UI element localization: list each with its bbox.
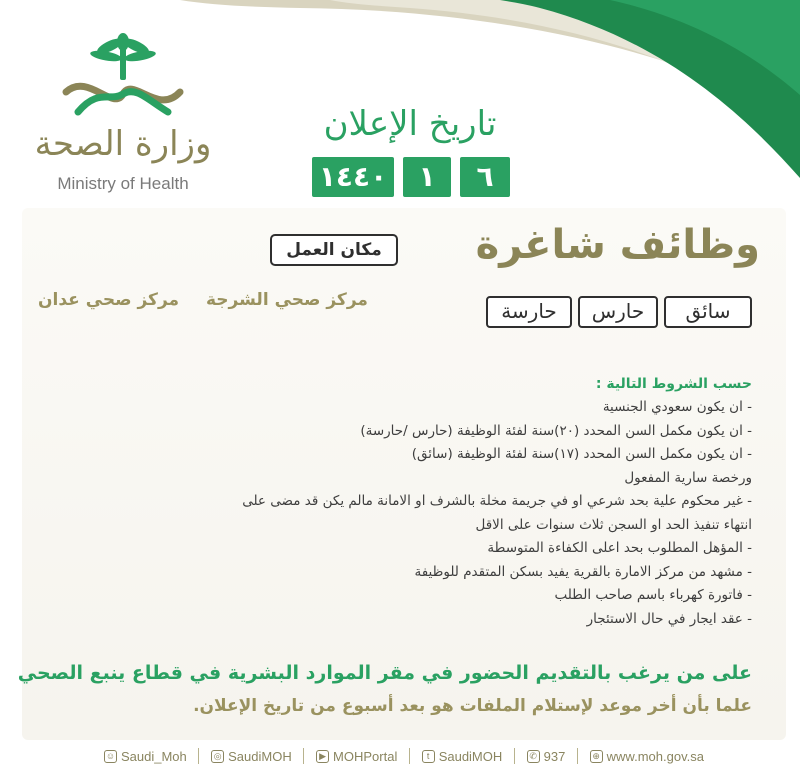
contact-text: 937 <box>543 748 566 764</box>
contact-text: SaudiMOH <box>228 748 292 764</box>
health-center-adan: مركز صحي عدان <box>38 290 180 310</box>
contact-text: www.moh.gov.sa <box>606 748 704 764</box>
contact-text: MOHPortal <box>333 748 398 764</box>
condition-item: - المؤهل المطلوب بحد اعلى الكفاءة المتوسطة <box>487 540 752 556</box>
phone-icon: ✆ <box>527 750 540 763</box>
divider <box>198 748 199 764</box>
contact-phone[interactable] <box>527 749 566 764</box>
divider <box>409 748 410 764</box>
condition-item: انتهاء تنفيذ الحد او السجن ثلاث سنوات على الاقل <box>475 516 752 533</box>
conditions-heading: حسب الشروط التالية : <box>595 376 752 392</box>
contact-twitter[interactable] <box>422 749 503 764</box>
condition-item: - عقد ايجار في حال الاستئجار <box>586 610 752 627</box>
application-notice: على من يرغب بالتقديم الحضور في مقر الموارد البشرية في قطاع ينبع الصحي <box>17 662 752 684</box>
divider <box>514 748 515 764</box>
moh-logo <box>28 32 218 192</box>
palm-emblem-icon <box>58 32 188 124</box>
conditions-list <box>80 396 752 631</box>
date-year: ١٤٤٠ <box>312 157 394 197</box>
condition-item: - ان يكون مكمل السن المحدد (٢٠)سنة لفئة الوظيفة (حارس /حارسة) <box>360 422 752 439</box>
logo-english-name: Ministry of Health <box>57 174 189 193</box>
workplace-label: مكان العمل <box>270 234 398 266</box>
condition-item: - فاتورة كهرباء باسم صاحب الطلب <box>554 587 752 603</box>
snapchat-icon: ☺ <box>105 750 116 761</box>
condition-item: - غير محكوم علية بحد شرعي او في جريمة مخلة بالشرف او الامانة مالم يكن قد مضى على <box>242 493 752 509</box>
contact-website[interactable] <box>590 749 704 764</box>
divider <box>303 748 304 764</box>
contact-text: SaudiMOH <box>438 748 503 764</box>
youtube-icon: ▶ <box>316 750 329 763</box>
health-center-sharja: مركز صحي الشرجة <box>206 290 368 310</box>
condition-item: - مشهد من مركز الامارة بالقرية يفيد بسكن المتقدم للوظيفة <box>414 563 752 580</box>
instagram-icon: ◎ <box>211 750 224 763</box>
deadline-notice: علما بأن أخر موعد لإستلام الملفات هو بعد أسبوع من تاريخ الإعلان. <box>193 696 752 716</box>
job-guard-male: حارس <box>578 296 658 328</box>
job-driver: سائق <box>664 296 752 328</box>
globe-icon: ⊕ <box>590 750 603 763</box>
condition-item: ورخصة سارية المفعول <box>624 469 752 486</box>
twitter-icon: t <box>422 750 435 763</box>
contact-youtube[interactable] <box>316 749 397 764</box>
logo-arabic-name: وزارة الصحة <box>34 124 212 164</box>
vacancies-title: وظائف شاغرة <box>475 222 760 268</box>
announcement-date-title: تاريخ الإعلان <box>323 104 497 144</box>
date-day: ٦ <box>460 157 510 197</box>
contact-bar <box>104 744 704 768</box>
date-month: ١ <box>403 157 451 197</box>
condition-item: - ان يكون مكمل السن المحدد (١٧)سنة لفئة الوظيفة (سائق) <box>411 446 752 462</box>
job-guard-female: حارسة <box>486 296 572 328</box>
contact-snapchat[interactable] <box>104 749 187 764</box>
contact-instagram[interactable] <box>211 749 292 764</box>
contact-text: Saudi_Moh <box>121 748 187 764</box>
condition-item: - ان يكون سعودي الجنسية <box>602 399 752 415</box>
conditions-section <box>80 372 752 631</box>
divider <box>577 748 578 764</box>
